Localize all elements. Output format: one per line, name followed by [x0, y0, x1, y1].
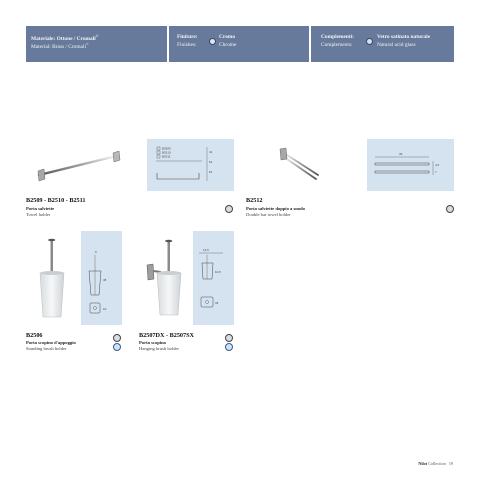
- page-footer: [418, 461, 453, 466]
- material-label-it: Materiale: Ottone / Cromall®: [31, 34, 99, 42]
- finish-value-it: Cromo: [219, 34, 236, 40]
- chrome-finish-dot: [225, 205, 233, 213]
- dim-size-10-5: 10,5: [215, 270, 221, 274]
- product-name-en-hanging-brush-holder: Hanging brush holder: [139, 346, 180, 351]
- chrome-finish-dot: [113, 334, 121, 342]
- double-towel-holder-dimension-drawing: [367, 139, 454, 191]
- complements-label-it: Complementi:: [321, 34, 354, 40]
- complements-header: [311, 26, 454, 62]
- glass-swatch: [366, 38, 373, 45]
- glass-finish-dot: [113, 343, 121, 351]
- towel-holder-dimension-drawing: [147, 139, 234, 191]
- brand-name: Nilot: [418, 461, 428, 466]
- dim-code-b2511: B2511: [162, 154, 171, 159]
- product-name-it-towel-holder: Porta salviette: [26, 206, 55, 211]
- product-name-it-double-towel-holder: Porta salviette doppio a snodo: [246, 206, 305, 211]
- material-header: [26, 26, 167, 62]
- double-towel-holder-image: [246, 139, 367, 191]
- dim-size-10: 10: [103, 307, 107, 311]
- product-code-towel-holder: B2509 - B2510 - B2511: [26, 197, 86, 204]
- dim-size-38: 38: [103, 278, 107, 282]
- product-name-it-hanging-brush-holder: Porta scopino: [139, 340, 166, 345]
- product-name-en-standing-brush-holder: Standing brush holder: [26, 346, 67, 351]
- chrome-finish-dot: [446, 205, 454, 213]
- collection-label: Collection: [428, 461, 446, 466]
- towel-holder-image: [26, 139, 147, 191]
- dim-code-b2510: B2510: [162, 150, 171, 155]
- dim-size-9: 9: [95, 250, 97, 254]
- standing-brush-holder-dimension-drawing: [81, 231, 122, 325]
- product-code-double-towel-holder: B2512: [246, 197, 263, 204]
- finish-header: [169, 26, 309, 62]
- dim-size-51: 51: [209, 160, 213, 164]
- product-name-en-double-towel-holder: Double bar towel holder: [246, 212, 291, 217]
- chrome-swatch: [209, 38, 216, 45]
- hanging-brush-holder-image: [139, 231, 193, 325]
- complements-value-it: Vetro satinato naturale: [377, 34, 431, 40]
- page-number: 19: [448, 461, 453, 466]
- product-code-hanging-brush-holder: B2507DX - B2507SX: [139, 332, 195, 339]
- finish-label-en: Finishes:: [177, 42, 197, 48]
- dim-code-b2509: B2509: [162, 146, 171, 151]
- glass-finish-dot: [225, 343, 233, 351]
- standing-brush-holder-image: [26, 231, 81, 325]
- dim-size-41: 41: [209, 150, 213, 154]
- product-code-standing-brush-holder: B2506: [26, 332, 43, 339]
- chrome-finish-dot: [225, 334, 233, 342]
- product-name-en-towel-holder: Towel holder: [26, 212, 51, 217]
- finish-value-en: Chrome: [219, 42, 237, 48]
- finish-label-it: Finiture:: [177, 34, 198, 40]
- dim-size-14-5: 14,5: [203, 248, 209, 252]
- dim-size-33: 33: [215, 301, 219, 305]
- material-label-en: Material: Brass / Cromall®: [31, 42, 89, 50]
- hanging-brush-holder-dimension-drawing: [193, 231, 234, 325]
- product-name-it-standing-brush-holder: Porta scopino d'appoggio: [26, 340, 76, 345]
- complements-label-en: Complements:: [321, 42, 353, 48]
- complements-value-en: Natural acid glass: [377, 42, 416, 48]
- dim-size-61: 61: [209, 170, 213, 174]
- dim-size-7: 7: [435, 170, 437, 174]
- dim-size-39: 39: [399, 152, 403, 156]
- dim-size-4-5: 4,5: [435, 163, 440, 167]
